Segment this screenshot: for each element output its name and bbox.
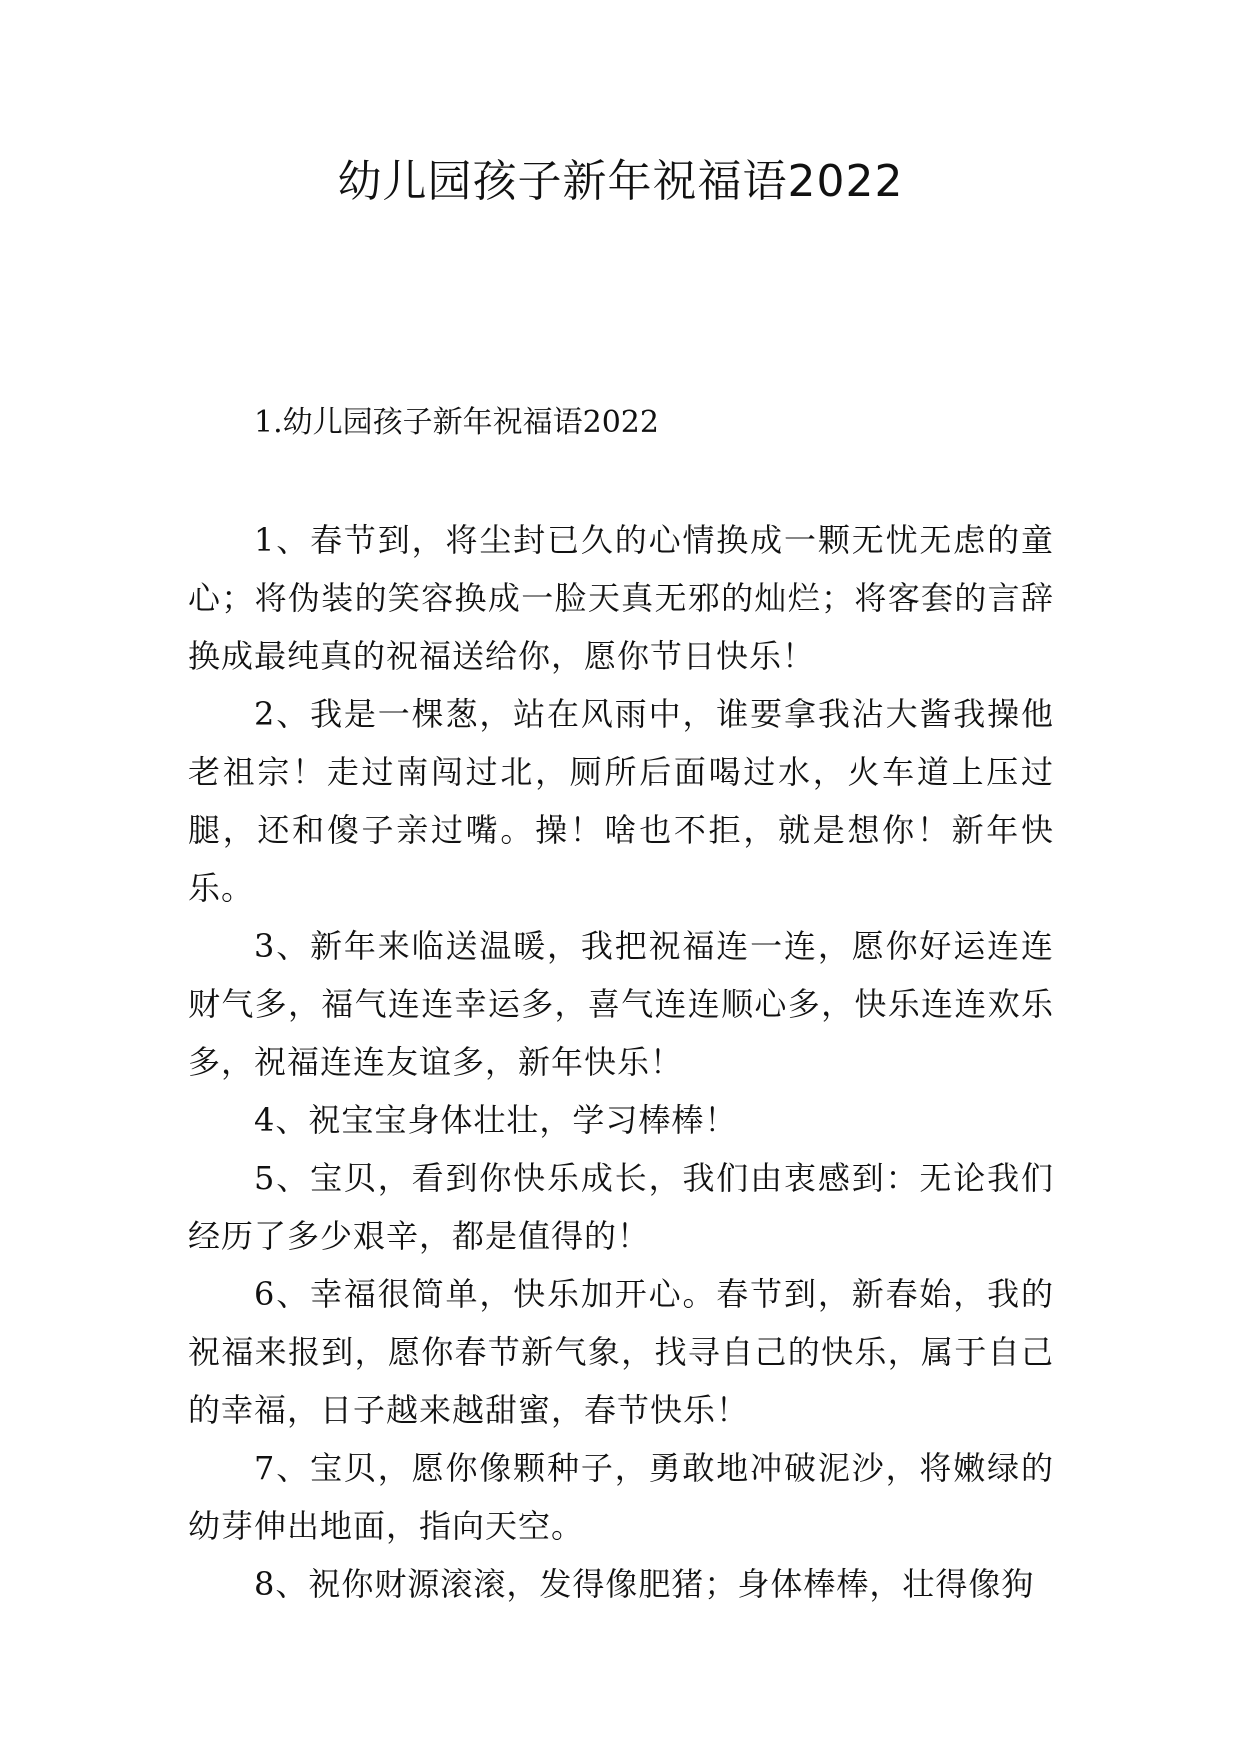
paragraph: 3、新年来临送温暖，我把祝福连一连，愿你好运连连财气多，福气连连幸运多，喜气连连顺心多，快乐连连欢乐多，祝福连连友谊多，新年快乐！ (188, 927, 1054, 1081)
paragraph: 2、我是一棵葱，站在风雨中，谁要拿我沾大酱我操他老祖宗！走过南闯过北，厕所后面喝过水，火车道上压过腿，还和傻子亲过嘴。操！啥也不拒，就是想你！新年快乐。 (188, 695, 1054, 907)
paragraph: 1、春节到，将尘封已久的心情换成一颗无忧无虑的童心；将伪装的笑容换成一脸天真无邪的灿烂；将客套的言辞换成最纯真的祝福送给你，愿你节日快乐！ (188, 521, 1054, 675)
paragraph: 5、宝贝，看到你快乐成长，我们由衷感到：无论我们经历了多少艰辛，都是值得的！ (188, 1159, 1054, 1255)
paragraph: 7、宝贝，愿你像颗种子，勇敢地冲破泥沙，将嫩绿的幼芽伸出地面，指向天空。 (188, 1449, 1054, 1545)
document-title: 幼儿园孩子新年祝福语2022 (337, 156, 904, 207)
body-text (188, 511, 1054, 1613)
paragraph: 6、幸福很简单，快乐加开心。春节到，新春始，我的祝福来报到，愿你春节新气象，找寻自己的快乐，属于自己的幸福，日子越来越甜蜜，春节快乐！ (188, 1275, 1054, 1429)
paragraph: 8、祝你财源滚滚，发得像肥猪；身体棒棒，壮得像狗 (254, 1565, 1035, 1603)
paragraph: 4、祝宝宝身体壮壮，学习棒棒！ (254, 1101, 738, 1139)
section-heading: 1.幼儿园孩子新年祝福语2022 (254, 405, 659, 440)
